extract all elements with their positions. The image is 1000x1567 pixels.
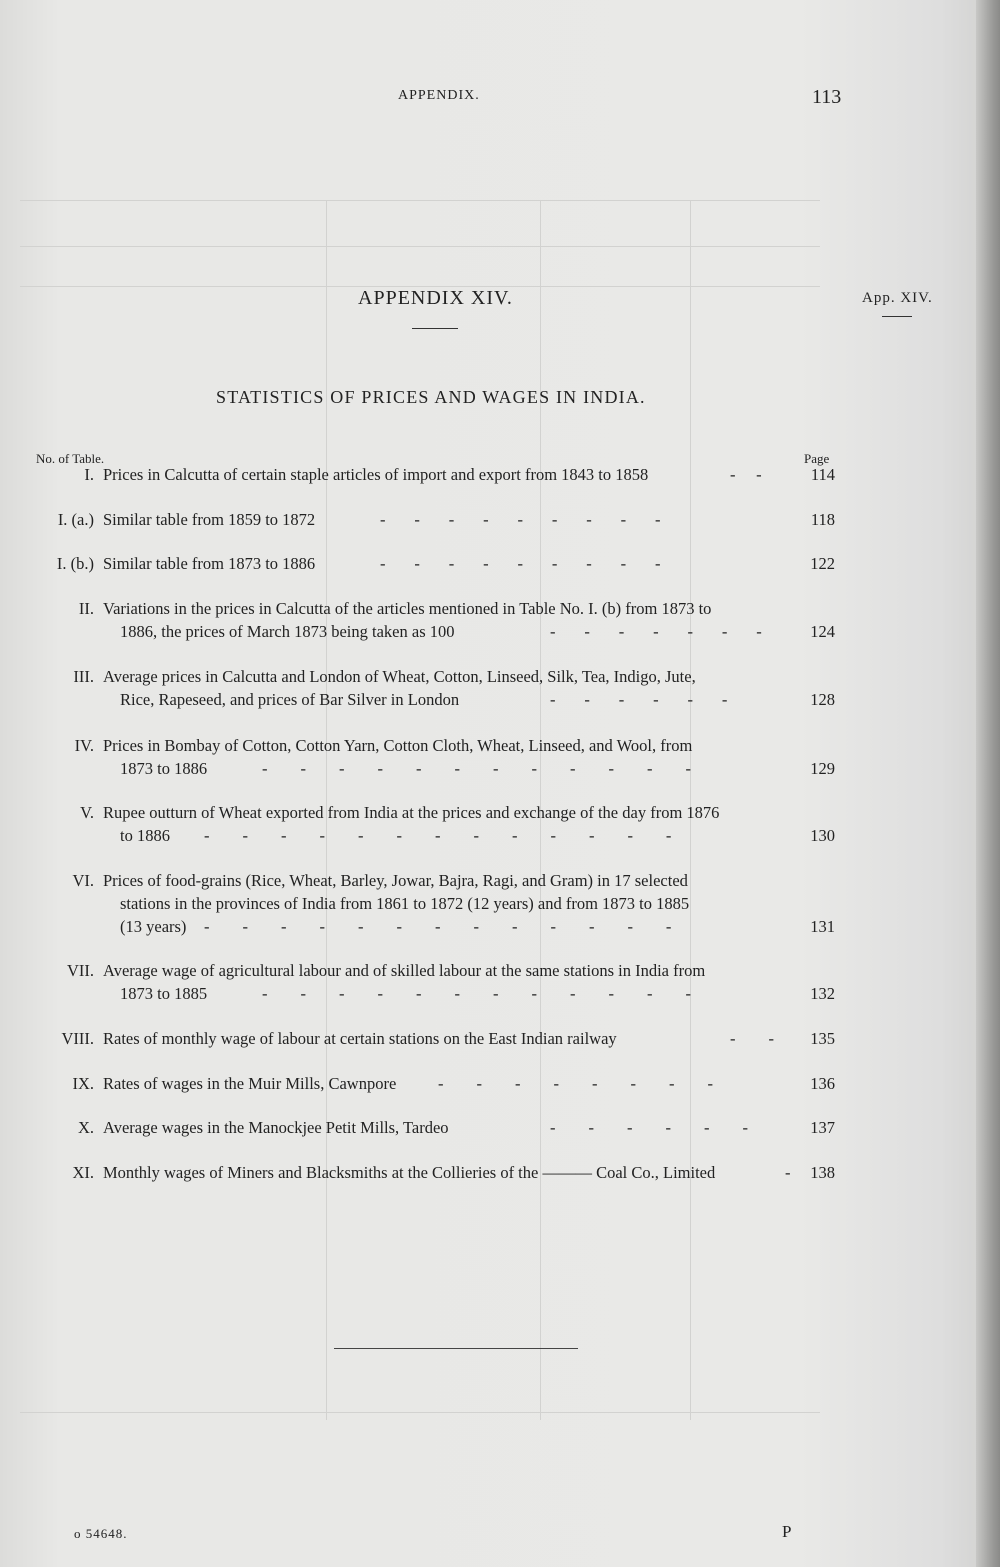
entry-page: 131: [810, 917, 835, 936]
entry-number: VIII.: [61, 1029, 94, 1048]
title-divider: [412, 328, 458, 329]
entry-text: Prices in Calcutta of certain staple articles of import and export from 1843 to 1858: [103, 465, 649, 484]
entry-page: 129: [810, 759, 835, 778]
closing-rule: [334, 1348, 578, 1349]
entry-page: 130: [810, 826, 835, 845]
entry-text: Average wages in the Manockjee Petit Mills, Tardeo: [103, 1118, 449, 1137]
entry-number: II.: [78, 599, 94, 618]
entry-number: X.: [77, 1118, 94, 1137]
column-header-table-number: No. of Table.: [36, 451, 105, 466]
leader-dots: - - - - - - - - -: [380, 554, 661, 573]
entry-page: 132: [810, 984, 835, 1003]
entry-text: Prices of food-grains (Rice, Wheat, Barley, Jowar, Bajra, Ragi, and Gram) in 17 selected: [103, 871, 688, 890]
entry-text: Average prices in Calcutta and London of Wheat, Cotton, Linseed, Silk, Tea, Indigo, Jute,: [103, 667, 696, 686]
entry-text: Variations in the prices in Calcutta of the articles mentioned in Table No. I. (b) from 1873 to: [103, 599, 712, 618]
entry-number: XI.: [72, 1163, 94, 1182]
leader-dots: - - - - - - -: [550, 622, 762, 641]
entry-number: I. (b.): [56, 554, 94, 573]
entry-text: Similar table from 1873 to 1886: [103, 554, 316, 573]
entry-text: to 1886: [120, 826, 170, 845]
entry-page: 124: [810, 622, 835, 641]
leader-dots: - - - - - - - - - - - - -: [204, 826, 672, 845]
entry-number: VII.: [66, 961, 94, 980]
bleed-through-rule: [20, 1412, 820, 1413]
margin-note: App. XIV.: [862, 290, 933, 306]
entry-text: Average wage of agricultural labour and of skilled labour at the same stations in India from: [103, 961, 706, 980]
entry-page: 135: [810, 1029, 835, 1048]
leader-dots: - - - - - -: [550, 1118, 748, 1137]
entry-text: 1873 to 1885: [120, 984, 208, 1003]
entry-number: IV.: [74, 736, 94, 755]
bleed-through-rule: [20, 200, 820, 201]
leader-dots: - - - - - - - - - - - -: [262, 759, 691, 778]
entry-text: Rates of monthly wage of labour at certain stations on the East Indian railway: [103, 1029, 617, 1048]
entry-text: (13 years): [120, 917, 187, 936]
leader-dots: - - - - - -: [550, 690, 728, 709]
leader-dots: -: [785, 1163, 791, 1182]
leader-dots: - - - - - - - -: [438, 1074, 713, 1093]
entry-number: I. (a.): [57, 510, 94, 529]
book-binding: [976, 0, 1000, 1567]
entry-page: 122: [810, 554, 835, 573]
entry-number: IX.: [72, 1074, 94, 1093]
page-title: APPENDIX XIV.: [358, 287, 513, 309]
column-header-page: Page: [804, 451, 830, 466]
entry-page: 137: [810, 1118, 835, 1137]
leader-dots: - - - - - - - - -: [380, 510, 661, 529]
entry-text: Rupee outturn of Wheat exported from India at the prices and exchange of the day from 1876: [103, 803, 720, 822]
entry-page: 138: [810, 1163, 835, 1182]
entry-text: Prices in Bombay of Cotton, Cotton Yarn, Cotton Cloth, Wheat, Linseed, and Wool, from: [103, 736, 693, 755]
signature-mark: P: [782, 1522, 792, 1541]
print-code: o 54648.: [74, 1526, 128, 1541]
entry-number: III.: [73, 667, 94, 686]
page-number: 113: [812, 86, 842, 108]
running-head: APPENDIX.: [398, 88, 480, 103]
entry-text: Rice, Rapeseed, and prices of Bar Silver in London: [120, 690, 460, 709]
entry-text: Monthly wages of Miners and Blacksmiths at the Collieries of the ——— Coal Co., Limited: [103, 1163, 716, 1182]
entry-text: 1886, the prices of March 1873 being taken as 100: [120, 622, 455, 641]
entry-text: Similar table from 1859 to 1872: [103, 510, 316, 529]
entry-number: VI.: [72, 871, 94, 890]
entry-page: 128: [810, 690, 835, 709]
entry-number: I.: [84, 465, 94, 484]
margin-note-divider: [882, 316, 912, 317]
leader-dots: - -: [730, 465, 762, 484]
entry-text: 1873 to 1886: [120, 759, 208, 778]
bleed-through-rule: [20, 246, 820, 247]
entry-number: V.: [80, 803, 94, 822]
leader-dots: - - - - - - - - - - - - -: [204, 917, 672, 936]
entry-text: stations in the provinces of India from 1861 to 1872 (12 years) and from 1873 to 1885: [120, 894, 690, 913]
leader-dots: - - - - - - - - - - - -: [262, 984, 691, 1003]
entry-text: Rates of wages in the Muir Mills, Cawnpore: [103, 1074, 397, 1093]
entry-page: 118: [810, 510, 835, 529]
subtitle: STATISTICS OF PRICES AND WAGES IN INDIA.: [216, 387, 646, 407]
leader-dots: - -: [730, 1029, 774, 1048]
entry-page: 136: [810, 1074, 835, 1093]
entry-page: 114: [810, 465, 835, 484]
